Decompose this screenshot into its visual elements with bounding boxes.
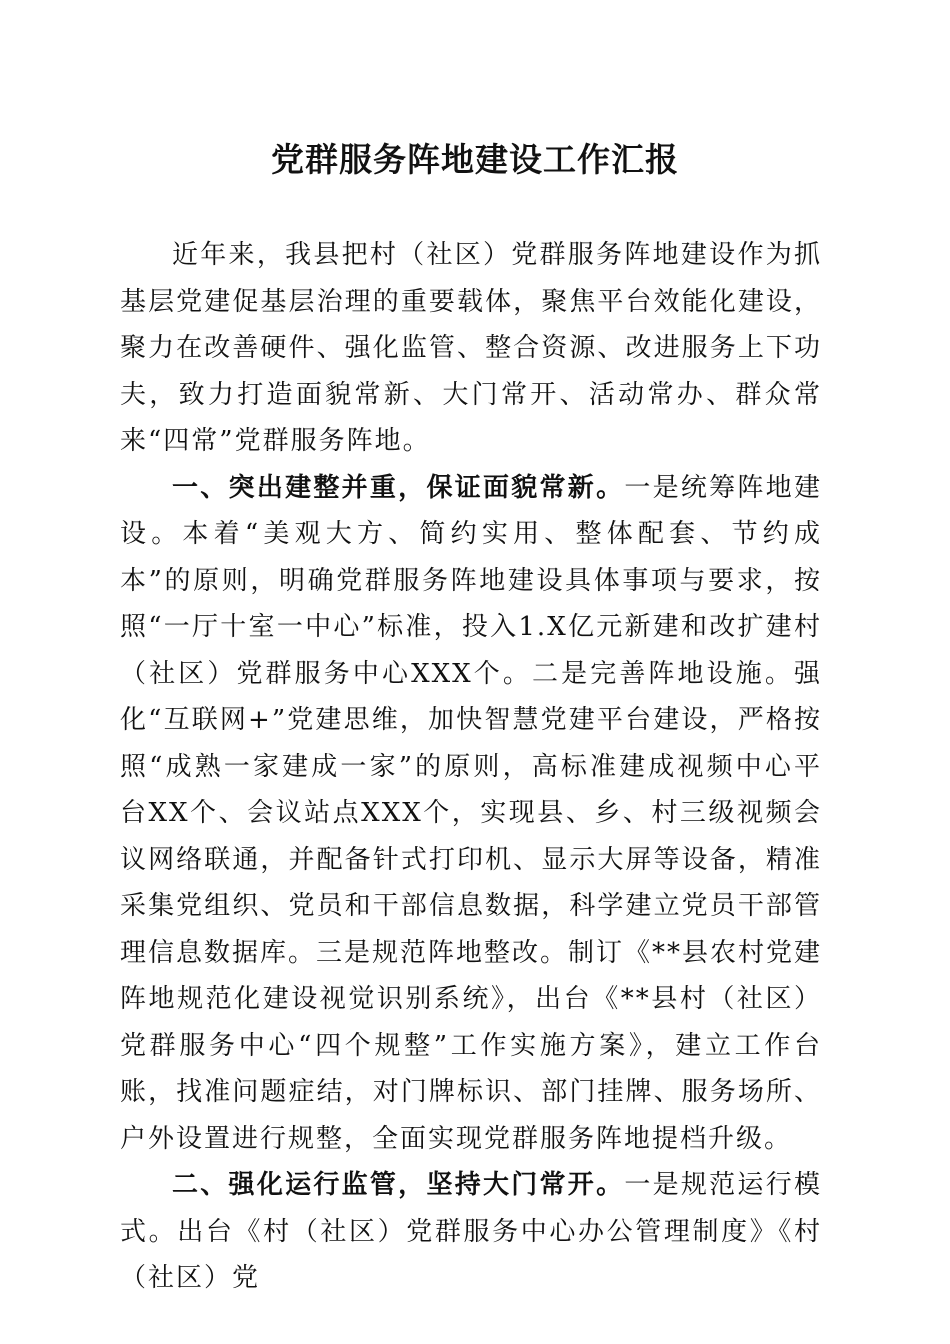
section-2-body: 一是规范运行模式。出台《村（社区）党群服务中心办公管理制度》《村（社区）党 (120, 1170, 822, 1293)
intro-paragraph: 近年来，我县把村（社区）党群服务阵地建设作为抓基层党建促基层治理的重要载体，聚焦平台效能化建设，聚力在改善硬件、强化监管、整合资源、改进服务上下功夫，致力打造面貌常新、大门常开、活动常办、群众常来“四常”党群服务阵地。 (120, 240, 822, 456)
document-title: 党群服务阵地建设工作汇报 (271, 140, 679, 179)
section-2-heading: 二、强化运行监管，坚持大门常开。 (172, 1170, 625, 1200)
document-body (120, 232, 822, 1302)
section-1-heading: 一、突出建整并重，保证面貌常新。 (172, 472, 625, 503)
section-1-body: 一是统筹阵地建设。本着“美观大方、简约实用、整体配套、节约成本”的原则，明确党群服务阵地建设具体事项与要求，按照“一厅十室一中心”标准，投入1.X亿元新建和改扩建村（社区）党群服务中心XXX个。二是完善阵地设施。强化“互联网+”党建思维，加快智慧党建平台建设，严格按照“成熟一家建成一家”的原则，高标准建成视频中心平台XX个、会议站点XXX个，实现县、乡、村三级视频会议网络联通，并配备针式打印机、显示大屏等设备，精准采集党组织、党员和干部信息数据，科学建立党员干部管理信息数据库。三是规范阵地整改。制订《**县农村党建阵地规范化建设视觉识别系统》，出台《**县村（社区）党群服务中心“四个规整”工作实施方案》，建立工作台账，找准问题症结，对门牌标识、部门挂牌、服务场所、户外设置进行规整，全面实现党群服务阵地提档升级。 (120, 472, 823, 1154)
section-2-paragraph (120, 1162, 822, 1302)
section-1-paragraph (120, 465, 822, 1163)
